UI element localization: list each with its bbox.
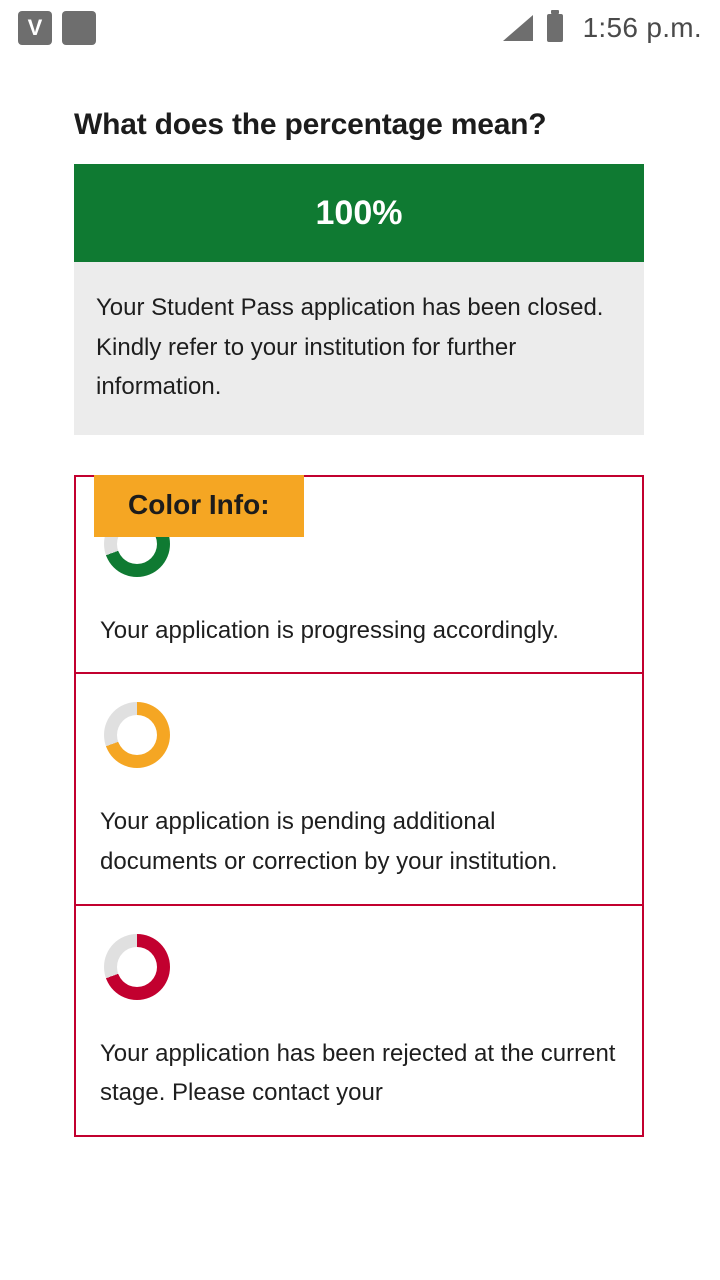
list-item bbox=[76, 906, 642, 1135]
status-message: Your Student Pass application has been closed. Kindly refer to your institution for further information. bbox=[74, 262, 644, 435]
status-bar bbox=[0, 0, 720, 56]
orange-donut-icon bbox=[104, 702, 170, 768]
list-item-label: Your application is pending additional documents or correction by your institution. bbox=[100, 808, 558, 875]
color-info-tab-label: Color Info: bbox=[94, 475, 304, 537]
page-title: What does the percentage mean? bbox=[74, 108, 547, 141]
list-item-label: Your application has been rejected at the current stage. Please contact your bbox=[100, 1039, 616, 1107]
progress-percentage-banner: 100% bbox=[74, 164, 644, 262]
status-bar-clock: 1:56 p.m. bbox=[582, 12, 702, 43]
signal-bars-icon bbox=[503, 15, 533, 41]
list-item bbox=[76, 674, 642, 905]
status-bar-right bbox=[503, 12, 702, 44]
red-donut-icon bbox=[104, 934, 170, 1000]
color-info-table bbox=[74, 475, 644, 1137]
status-bar-left bbox=[18, 11, 96, 45]
list-item-label: Your application is progressing accordingly. bbox=[100, 616, 559, 644]
app-icon-placeholder bbox=[62, 11, 96, 45]
color-info-section bbox=[74, 475, 644, 1137]
battery-icon bbox=[547, 14, 563, 42]
main-content bbox=[0, 108, 720, 1137]
vivo-app-icon: V bbox=[18, 11, 52, 45]
